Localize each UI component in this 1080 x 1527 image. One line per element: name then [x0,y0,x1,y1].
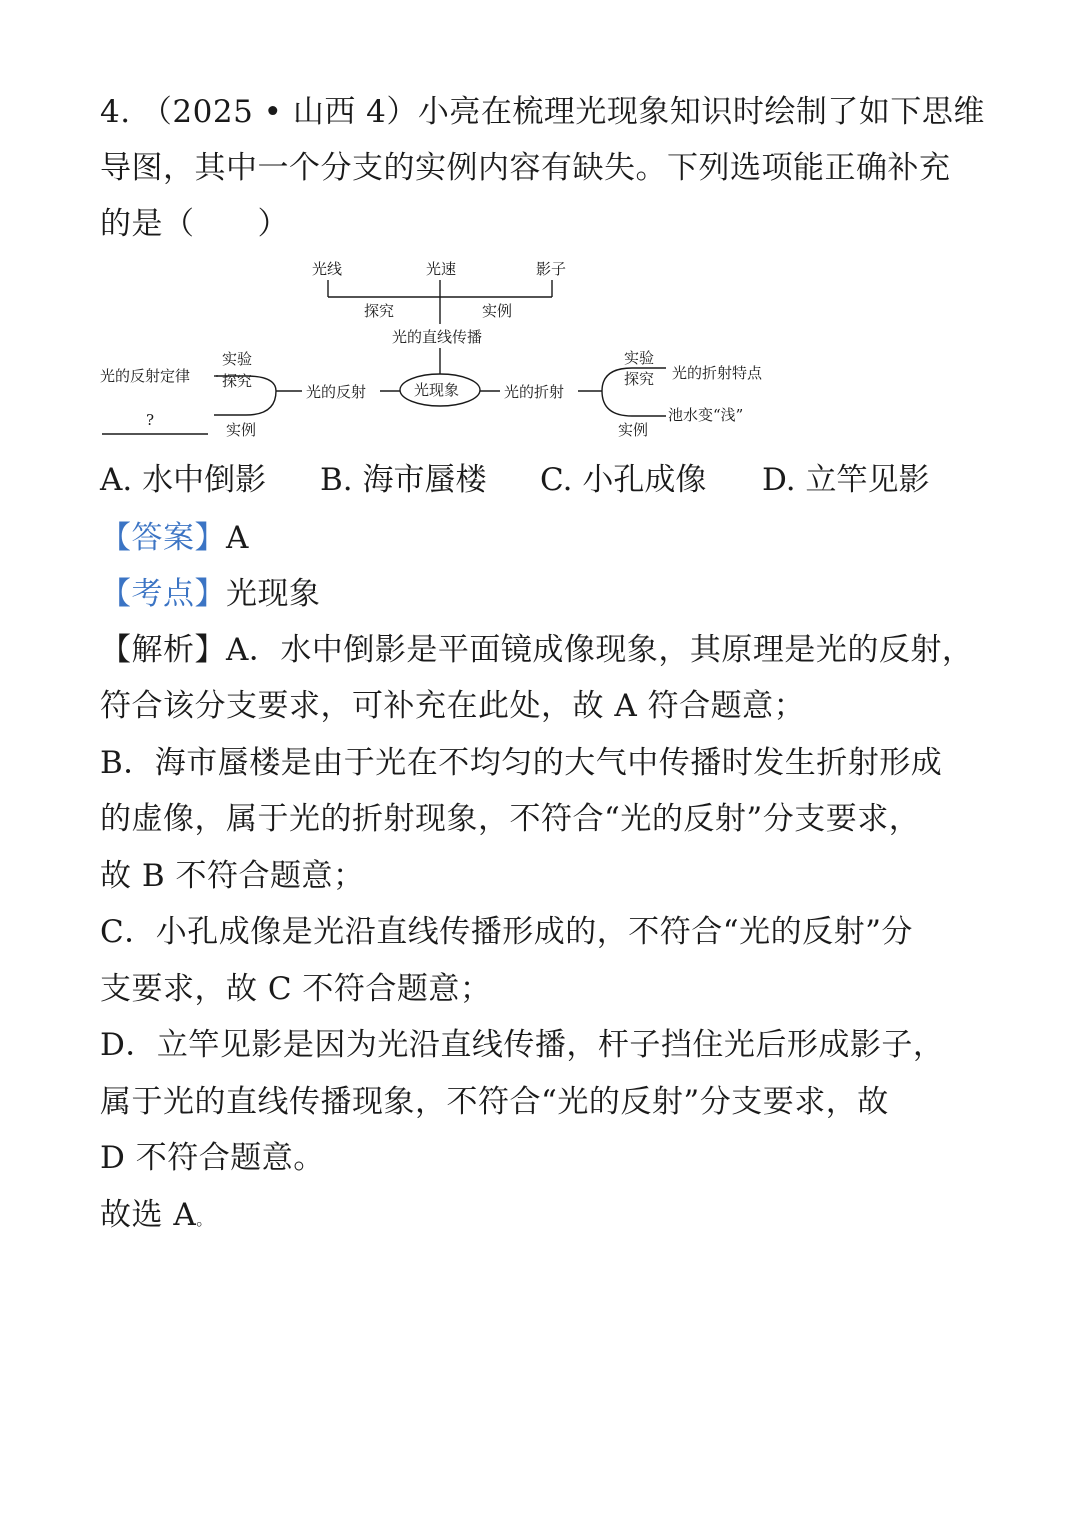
analysis-line-2: 符合该分支要求，可补充在此处，故 A 符合题意； [100,688,806,724]
question-line-1: 4. （2025 • 山西 4）小亮在梳理光现象知识时绘制了如下思维 [100,94,985,130]
analysis-line-11 [100,1195,213,1240]
mm-pool-shallow: 池水变“浅” [668,406,744,424]
mm-light-ray: 光线 [312,260,343,278]
mind-map-diagram [96,250,796,450]
answer-line [100,518,249,558]
mm-example-left: 实例 [226,421,257,439]
option-d[interactable]: D. 立竿见影 [762,462,930,498]
mm-experiment-left: 实验 [222,350,253,368]
analysis-line-4: 的虚像，属于光的折射现象，不符合“光的反射”分支要求， [100,801,921,837]
analysis-line-5: 故 B 不符合题意； [100,858,365,894]
answer-label: 【答案】 [100,520,226,556]
mm-explore-top: 探究 [364,302,395,320]
topic-line [100,574,321,614]
answer-options [100,460,980,500]
mm-example-top: 实例 [482,302,513,320]
final-choice-end: 。 [196,1210,213,1229]
analysis-line-10: D 不符合题意。 [100,1140,325,1176]
question-line-3: 的是（ ） [100,206,289,242]
answer-value: A [226,520,249,556]
analysis-line-6: C．小孔成像是光沿直线传播形成的，不符合“光的反射”分 [100,914,913,950]
option-a[interactable]: A. 水中倒影 [100,462,267,498]
analysis-line-1 [100,630,973,670]
mm-straight-propagation: 光的直线传播 [392,328,483,346]
mm-refraction-feature: 光的折射特点 [672,364,763,382]
analysis-line-7: 支要求，故 C 不符合题意； [100,971,492,1007]
mm-refraction-node: 光的折射 [504,383,565,401]
question-line-2: 导图，其中一个分支的实例内容有缺失。下列选项能正确补充 [100,150,951,186]
mm-center-node: 光现象 [414,381,460,399]
analysis-text-1: A．水中倒影是平面镜成像现象，其原理是光的反射， [226,632,974,668]
analysis-line-8: D．立竿见影是因为光沿直线传播，杆子挡住光后形成影子， [100,1027,945,1063]
option-b[interactable]: B. 海市蜃楼 [320,462,487,498]
mm-missing-example: ? [146,411,155,429]
analysis-line-9: 属于光的直线传播现象，不符合“光的反射”分支要求，故 [100,1084,889,1120]
mm-reflection-node: 光的反射 [306,383,367,401]
mm-reflection-law: 光的反射定律 [100,367,191,385]
topic-label: 【考点】 [100,576,226,612]
analysis-label: 【解析】 [100,632,226,668]
mm-explore-right: 探究 [624,370,655,388]
mm-light-speed: 光速 [426,260,457,278]
mm-experiment-right: 实验 [624,349,655,367]
analysis-line-3: B．海市蜃楼是由于光在不均匀的大气中传播时发生折射形成 [100,745,943,781]
final-choice: 故选 A [100,1197,197,1233]
mm-explore-left: 探究 [222,372,253,390]
option-c[interactable]: C. 小孔成像 [540,462,707,498]
mm-example-right: 实例 [618,421,649,439]
topic-value: 光现象 [226,576,321,612]
mm-shadow: 影子 [536,260,567,278]
